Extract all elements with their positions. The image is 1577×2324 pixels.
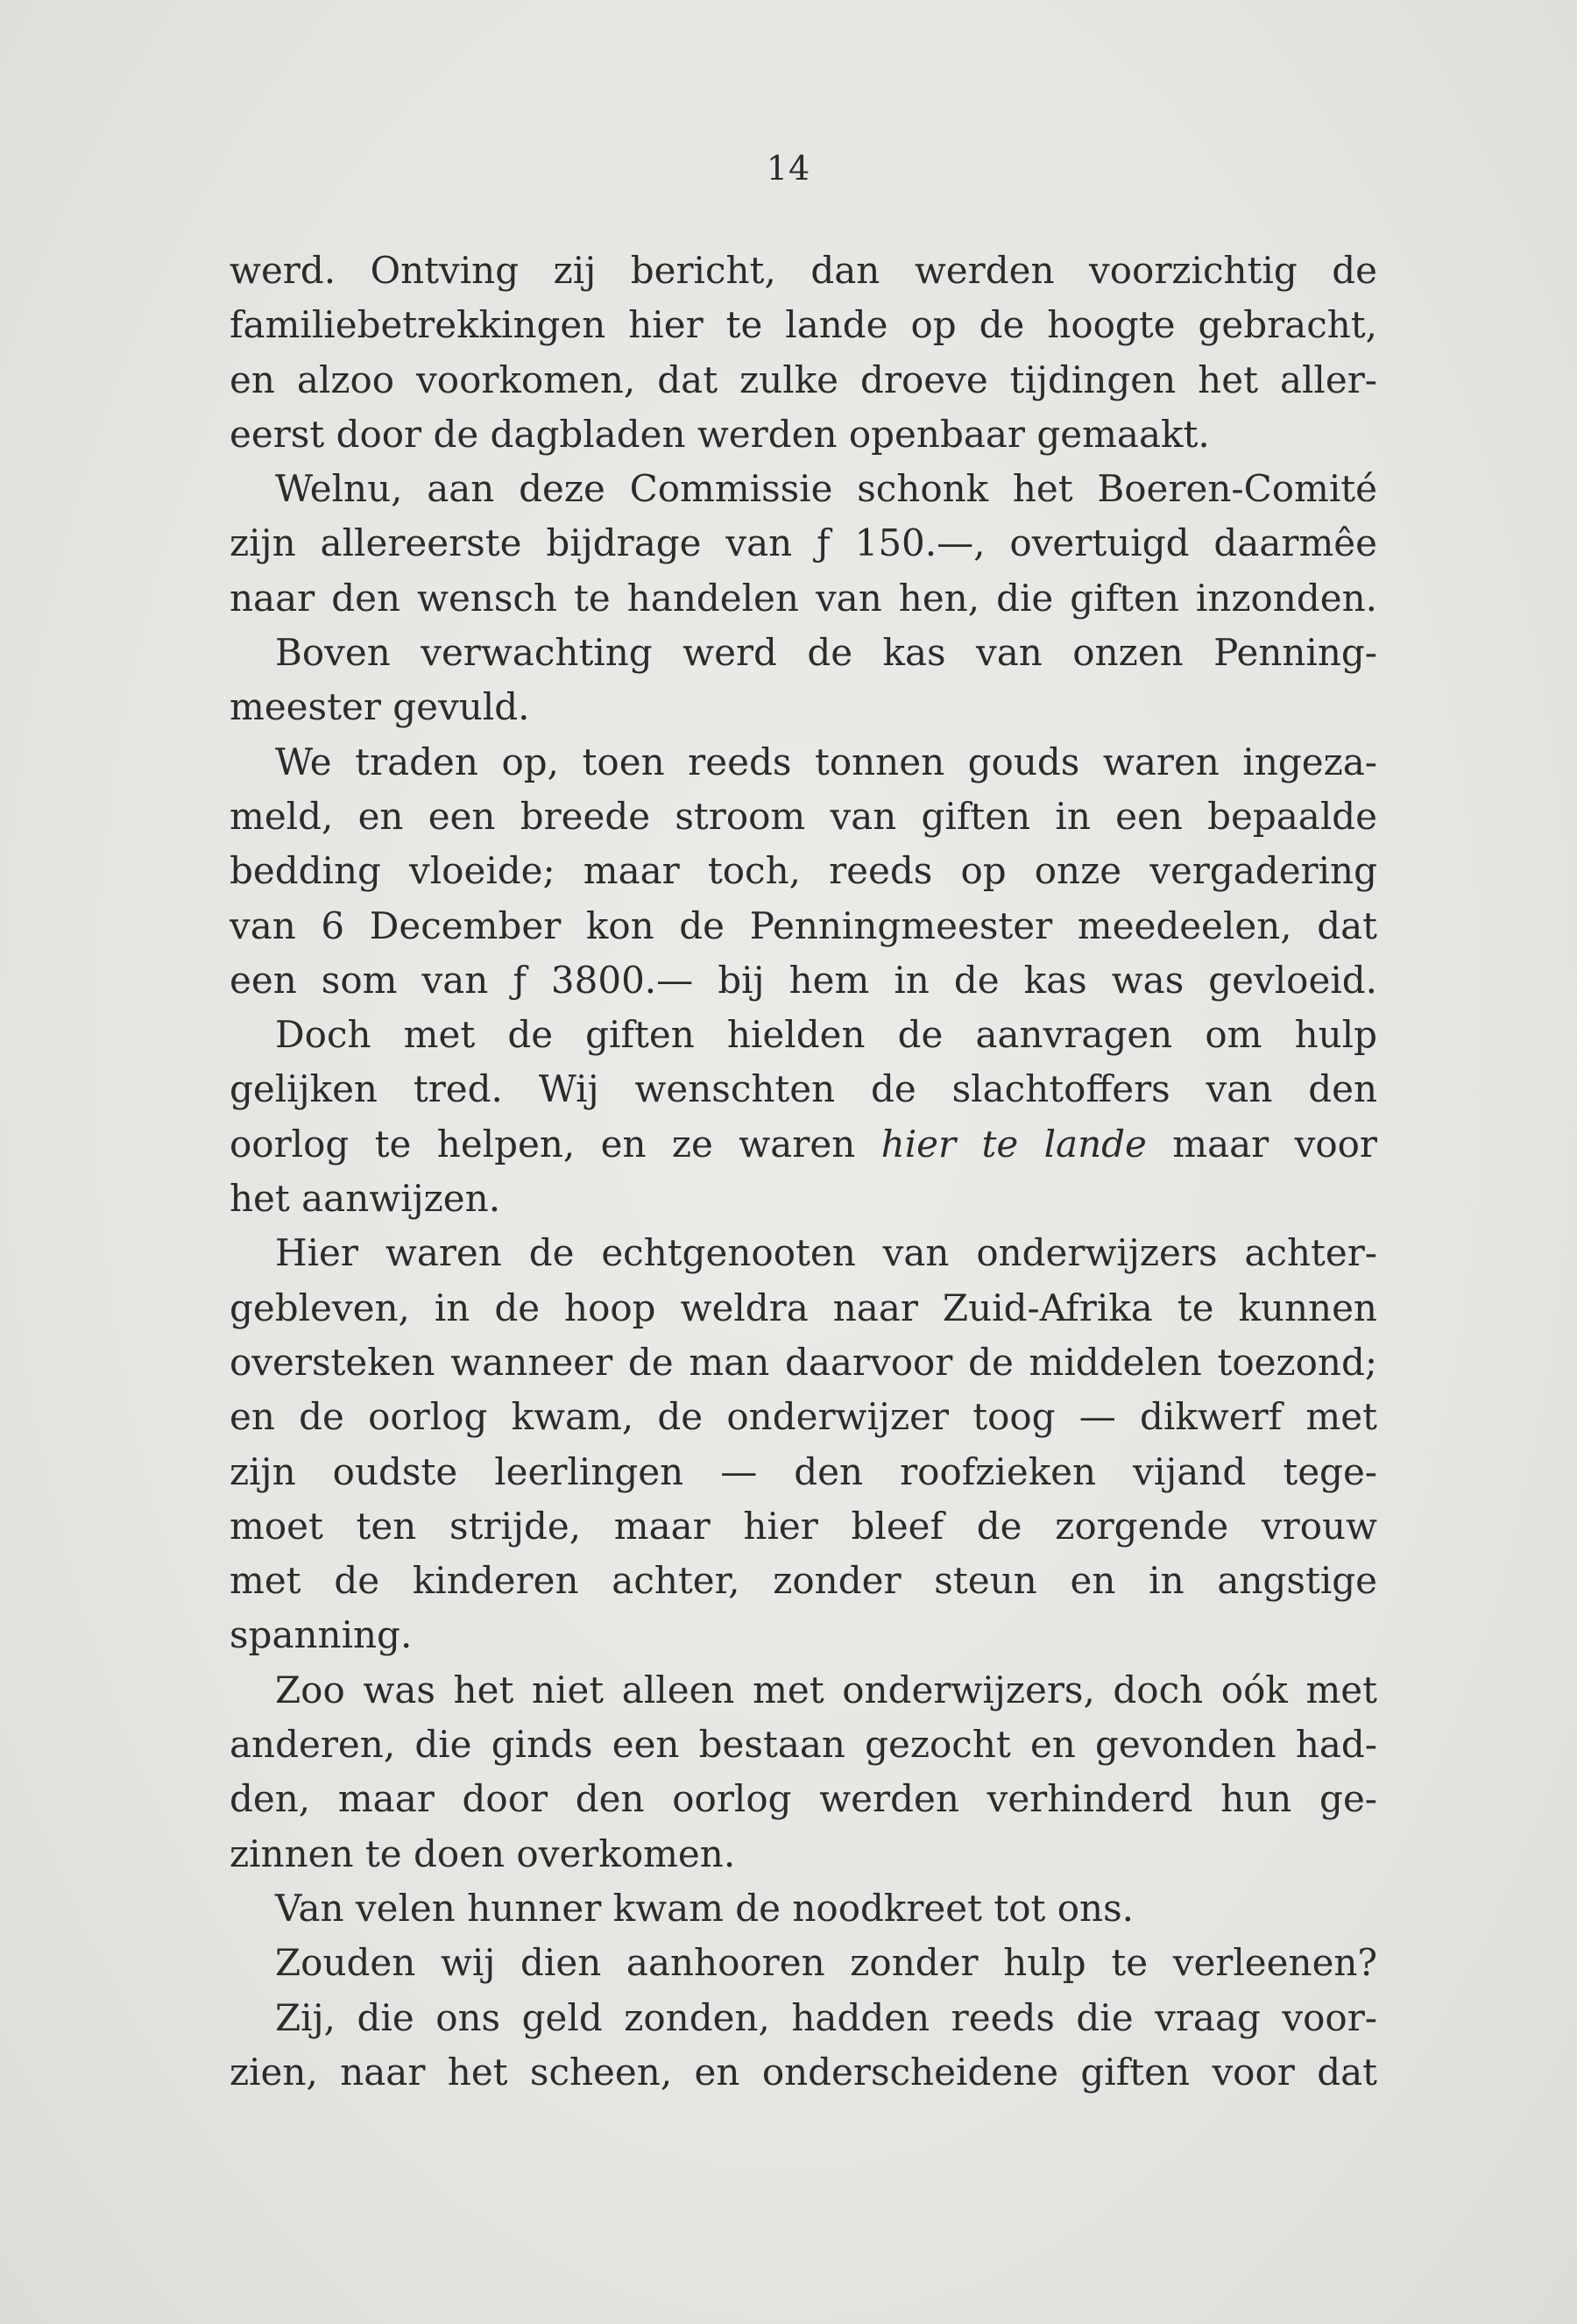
text-segment: oorlog te helpen, en ze waren bbox=[230, 1122, 881, 1166]
body-text bbox=[230, 244, 1377, 2100]
text-line bbox=[230, 1117, 1377, 1172]
italic-text-segment: hier te lande bbox=[880, 1122, 1147, 1166]
text-line: zien, naar het scheen, en onderscheidene giften voor dat bbox=[230, 2050, 1377, 2094]
text-line: zijn oudste leerlingen — den roofzieken vijand tege- bbox=[230, 1449, 1377, 1493]
text-segment: maar voor bbox=[1146, 1122, 1378, 1166]
text-line: moet ten strijde, maar hier bleef de zorgende vrouw bbox=[230, 1504, 1377, 1548]
page-number: 14 bbox=[766, 149, 811, 188]
text-line: een som van ƒ 3800.— bij hem in de kas was gevloeid. bbox=[230, 958, 1377, 1002]
text-line: Hier waren de echtgenooten van onderwijzers achter- bbox=[275, 1231, 1377, 1275]
text-line: bedding vloeide; maar toch, reeds op onze vergadering bbox=[230, 849, 1377, 893]
text-line: meld, en een breede stroom van giften in een bepaalde bbox=[230, 794, 1377, 838]
text-line: familiebetrekkingen hier te lande op de hoogte gebracht, bbox=[230, 303, 1377, 347]
text-line: gebleven, in de hoop weldra naar Zuid-Afrika te kunnen bbox=[230, 1286, 1377, 1329]
text-line: werd. Ontving zij bericht, dan werden voorzichtig de bbox=[230, 249, 1377, 292]
text-line: We traden op, toen reeds tonnen gouds waren ingeza- bbox=[275, 740, 1377, 783]
text-line: Zouden wij dien aanhooren zonder hulp te verleenen? bbox=[275, 1941, 1377, 1985]
text-line: zinnen te doen overkomen. bbox=[230, 1832, 736, 1875]
text-line: Zoo was het niet alleen met onderwijzers, doch oók met bbox=[275, 1668, 1377, 1711]
text-line: meester gevuld. bbox=[230, 685, 530, 729]
text-line: Van velen hunner kwam de noodkreet tot ons. bbox=[275, 1886, 1134, 1930]
text-line: het aanwijzen. bbox=[230, 1177, 501, 1221]
text-line: oversteken wanneer de man daarvoor de middelen toezond; bbox=[230, 1340, 1377, 1384]
text-line: en de oorlog kwam, de onderwijzer toog — dikwerf met bbox=[230, 1395, 1377, 1439]
text-line: Welnu, aan deze Commissie schonk het Boeren-Comité bbox=[275, 467, 1377, 511]
text-line: met de kinderen achter, zonder steun en in angstige bbox=[230, 1559, 1377, 1603]
text-line: van 6 December kon de Penningmeester meedeelen, dat bbox=[230, 903, 1377, 947]
text-line: spanning. bbox=[230, 1613, 413, 1657]
text-line: gelijken tred. Wij wenschten de slachtoffers van den bbox=[230, 1067, 1377, 1111]
text-line: en alzoo voorkomen, dat zulke droeve tijdingen het aller- bbox=[230, 358, 1377, 401]
text-line: Zij, die ons geld zonden, hadden reeds die vraag voor- bbox=[275, 1995, 1377, 2039]
text-line: den, maar door den oorlog werden verhinderd hun ge- bbox=[230, 1777, 1377, 1821]
text-line: eerst door de dagbladen werden openbaar gemaakt. bbox=[230, 412, 1210, 456]
text-line: zijn allereerste bijdrage van ƒ 150.—, overtuigd daarmêe bbox=[230, 521, 1377, 565]
text-line: Doch met de giften hielden de aanvragen om hulp bbox=[275, 1013, 1377, 1057]
text-line: anderen, die ginds een bestaan gezocht en gevonden had- bbox=[230, 1723, 1377, 1767]
text-line: Boven verwachting werd de kas van onzen Penning- bbox=[275, 631, 1377, 675]
text-line: naar den wensch te handelen van hen, die giften inzonden. bbox=[230, 576, 1377, 620]
